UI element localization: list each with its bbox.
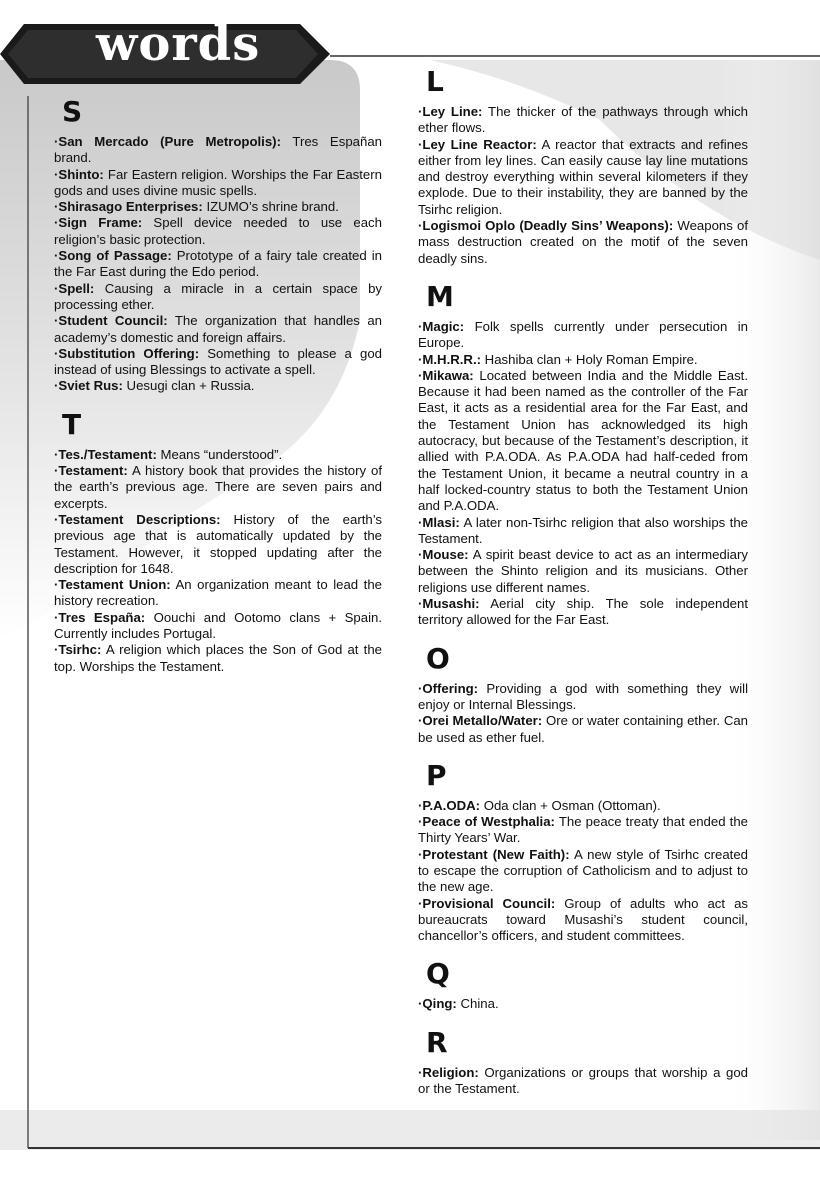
entry-definition: Oouchi and Ootomo clans + Spain. Currently includes Portugal.: [54, 609, 383, 642]
glossary-entry: [54, 447, 382, 463]
page-title: words: [96, 16, 261, 72]
entry-term: ·Testament Union:: [54, 577, 171, 593]
entry-definition: Aerial city ship. The sole independent territory allowed for the Far East.: [418, 596, 748, 628]
glossary-entry: [418, 596, 748, 629]
glossary-entry: [54, 378, 382, 394]
entry-definition: A spirit beast device to act as an intermediary between the Shinto religion and its musicians. Other religions use different names.: [418, 547, 748, 595]
glossary-entry: [54, 281, 382, 314]
glossary-entry: [418, 1065, 748, 1098]
glossary-entry: [418, 847, 748, 896]
entry-term: ·Peace of Westphalia:: [418, 814, 555, 830]
entry-definition: Hashiba clan + Holy Roman Empire.: [481, 351, 698, 367]
glossary-entry: [418, 547, 748, 596]
entry-definition: Ore or water containing ether. Can be used as ether fuel.: [418, 713, 749, 745]
glossary-section-s: [54, 96, 382, 395]
entry-term: ·Logismoi Oplo (Deadly Sins’ Weapons):: [418, 218, 674, 234]
glossary-entry: [418, 814, 748, 847]
glossary-entry: [54, 512, 382, 577]
section-letter: P: [426, 758, 447, 792]
entry-definition: Far Eastern religion. Worships the Far Eastern gods and uses divine music spells.: [54, 166, 382, 198]
glossary-section-r: [418, 1027, 748, 1098]
glossary-entry: [54, 134, 382, 167]
entry-definition: The organization that handles an academy’s domestic and foreign affairs.: [54, 313, 382, 345]
entry-term: ·Shinto:: [54, 166, 104, 182]
entry-definition: China.: [456, 996, 499, 1012]
glossary-entry: [418, 996, 748, 1012]
entry-definition: Providing a god with something they will enjoy or Internal Blessings.: [418, 680, 748, 712]
left-column: [54, 96, 382, 689]
entry-definition: Located between India and the Middle East. Because it had been named as the controller of the Far East, it acts as a residential area for the Far East, and the Testament Union has acknowledged its high autocracy, but because of the Testament’s description, it allied with P.A.ODA. As P.A.ODA had half-ceded from the Testament Union, it became a neutral country in a half locked-country status to both the Testament Union and P.A.ODA.: [418, 367, 748, 514]
entry-definition: Group of adults who act as bureaucrats toward Musashi’s student council, chancellor’s officers, and student committees.: [418, 895, 748, 944]
entry-term: ·M.H.R.R.:: [418, 351, 481, 367]
entry-definition: Something to please a god instead of using Blessings to activate a spell.: [54, 345, 383, 378]
glossary-entry: [54, 199, 382, 215]
glossary-entry: [54, 215, 382, 248]
glossary-entry: [418, 104, 748, 137]
glossary-entry: [54, 642, 382, 675]
entry-term: ·Sviet Rus:: [54, 378, 123, 394]
glossary-entry: [54, 167, 382, 200]
entry-term: ·Offering:: [418, 680, 479, 696]
glossary-entry: [54, 313, 382, 346]
glossary-section-m: [418, 281, 748, 629]
section-letter: O: [426, 641, 450, 675]
entry-term: ·Testament Descriptions:: [54, 511, 221, 527]
entry-definition: Organizations or groups that worship a god or the Testament.: [418, 1064, 748, 1097]
glossary-entry: [418, 137, 748, 218]
entry-definition: Uesugi clan + Russia.: [122, 378, 255, 394]
entry-definition: The thicker of the pathways through which ether flows.: [418, 104, 748, 136]
entry-definition: IZUMO’s shrine brand.: [202, 199, 339, 215]
entry-term: ·San Mercado (Pure Metropolis):: [54, 134, 281, 149]
entry-term: ·Mouse:: [418, 547, 469, 563]
glossary-section-q: [418, 958, 748, 1012]
entry-term: ·Magic:: [418, 318, 465, 334]
entry-definition: History of the earth’s previous age that is automatically updated by the Testament. However, it stopped updating after the description for 1648.: [54, 511, 382, 576]
entry-definition: Oda clan + Osman (Ottoman).: [480, 797, 661, 813]
entry-term: ·Tes./Testament:: [54, 446, 157, 462]
glossary-entry: [54, 248, 382, 281]
entry-term: ·Provisional Council:: [418, 895, 556, 911]
glossary-section-o: [418, 643, 748, 746]
glossary-entry: [418, 798, 748, 814]
entry-term: ·Mikawa:: [418, 367, 474, 383]
entry-term: ·Ley Line:: [418, 104, 483, 119]
entry-term: ·Tsirhc:: [54, 642, 102, 658]
right-column: [418, 66, 748, 1111]
entry-definition: Weapons of mass destruction created on the motif of the seven deadly sins.: [418, 218, 748, 266]
glossary-entry: [418, 713, 748, 746]
entry-term: ·Testament:: [54, 463, 128, 479]
glossary-entry: [54, 463, 382, 512]
entry-definition: Means “understood”.: [156, 446, 283, 462]
entry-term: ·Protestant (New Faith):: [418, 846, 570, 862]
entry-term: ·Qing:: [418, 996, 457, 1012]
glossary-section-p: [418, 760, 748, 945]
entry-term: ·Mlasi:: [418, 514, 460, 530]
entry-definition: Spell device needed to use each religion’s basic protection.: [54, 215, 382, 247]
glossary-entry: [418, 319, 748, 352]
entry-term: ·Shirasago Enterprises:: [54, 199, 203, 215]
section-letter: S: [62, 95, 83, 128]
glossary-section-t: [54, 409, 382, 675]
section-letter: M: [426, 279, 454, 313]
entry-term: ·Substitution Offering:: [54, 345, 200, 361]
section-letter: Q: [426, 957, 450, 991]
section-letter: R: [426, 1025, 448, 1059]
entry-term: ·Sign Frame:: [54, 215, 143, 231]
entry-term: ·Student Council:: [54, 313, 168, 329]
entry-definition: Causing a miracle in a certain space by processing ether.: [54, 280, 382, 312]
entry-definition: A later non-Tsirhc religion that also worships the Testament.: [418, 514, 748, 546]
entry-term: ·Musashi:: [418, 596, 480, 612]
glossary-entry: [54, 577, 382, 610]
entry-term: ·P.A.ODA:: [418, 797, 481, 813]
glossary-section-l: [418, 66, 748, 267]
glossary-entry: [418, 218, 748, 267]
glossary-entry: [418, 352, 748, 368]
entry-definition: A history book that provides the history of the earth’s previous age. There are seven pairs and excerpts.: [54, 463, 382, 511]
section-letter: T: [62, 407, 82, 441]
entry-term: ·Song of Passage:: [54, 248, 172, 264]
entry-definition: Tres Españan brand.: [54, 134, 382, 166]
entry-definition: A religion which places the Son of God at the top. Worships the Testament.: [54, 642, 382, 674]
glossary-entry: [418, 368, 748, 515]
glossary-entry: [54, 610, 382, 643]
entry-term: ·Spell:: [54, 280, 95, 296]
section-letter: L: [426, 65, 444, 98]
glossary-entry: [418, 515, 748, 548]
entry-definition: An organization meant to lead the history recreation.: [54, 577, 383, 609]
entry-term: ·Ley Line Reactor:: [418, 136, 537, 152]
glossary-entry: [418, 896, 748, 945]
entry-term: ·Orei Metallo/Water:: [418, 713, 543, 729]
glossary-entry: [418, 681, 748, 714]
entry-definition: A reactor that extracts and refines either from ley lines. Can easily cause lay line mutations and destroy everything within several kilometers if they explode. Due to their instability, they are banned by the Tsirhc religion.: [418, 136, 748, 217]
entry-term: ·Tres España:: [54, 609, 146, 625]
entry-term: ·Religion:: [418, 1064, 479, 1080]
entry-definition: Prototype of a fairy tale created in the Far East during the Edo period.: [54, 248, 382, 280]
entry-definition: A new style of Tsirhc created to escape the corruption of Catholicism and to adjust to the new age.: [418, 846, 748, 895]
entry-definition: Folk spells currently under persecution in Europe.: [418, 318, 748, 351]
glossary-entry: [54, 346, 382, 379]
entry-definition: The peace treaty that ended the Thirty Years’ War.: [418, 814, 748, 846]
